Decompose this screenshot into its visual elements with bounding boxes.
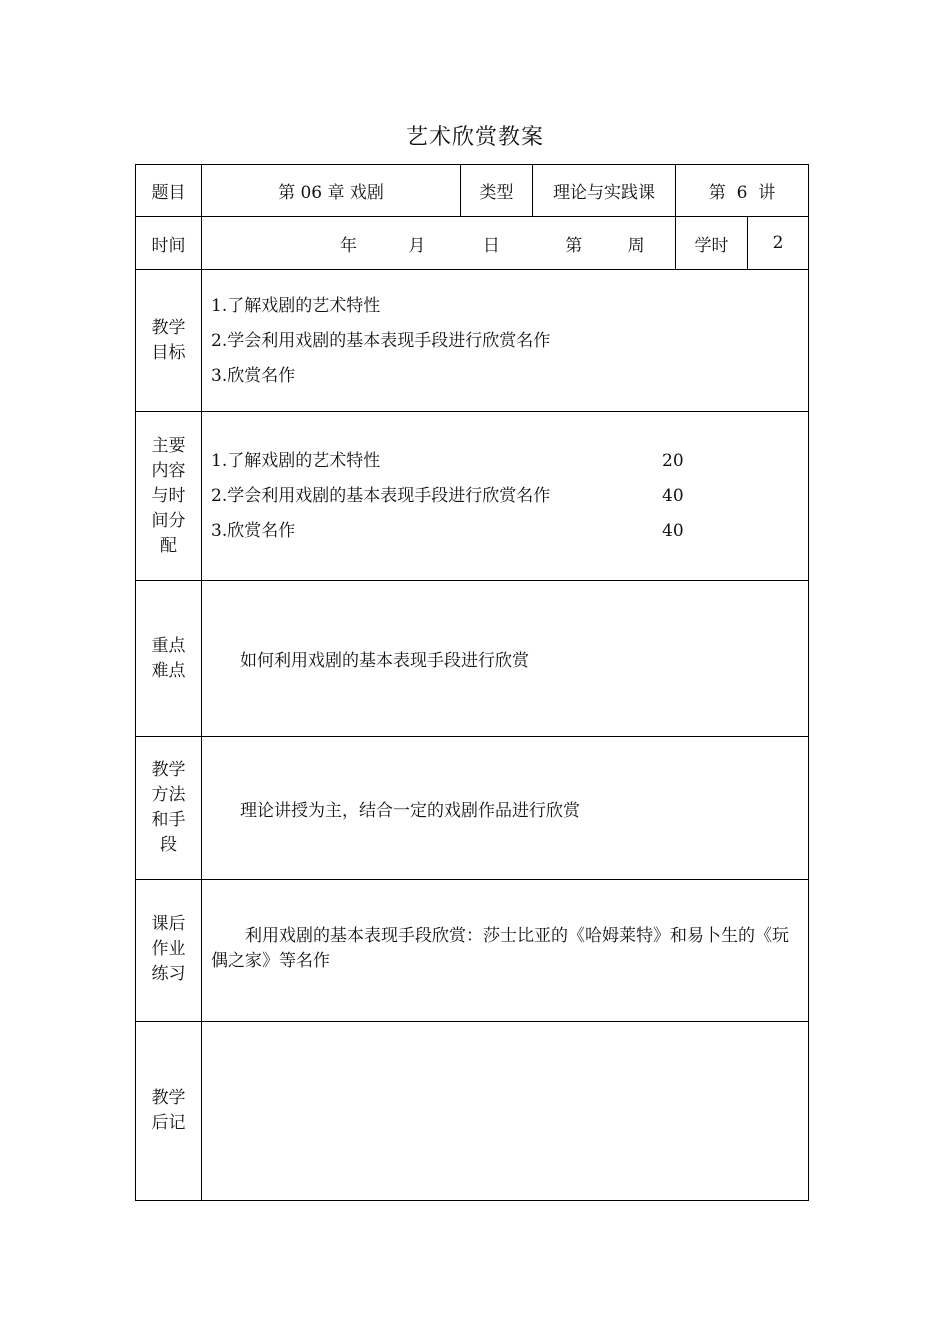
content-item <box>211 484 808 508</box>
topic-label: 题目 <box>136 165 202 217</box>
homework-row <box>136 880 809 1022</box>
key-points-label: 重点 难点 <box>136 581 202 737</box>
type-value: 理论与实践课 <box>533 165 676 217</box>
content-item <box>211 449 808 473</box>
time-day: 日 <box>482 235 500 256</box>
page-title: 艺术欣赏教案 <box>405 125 544 150</box>
content-item-minutes: 20 <box>662 451 684 471</box>
content-row <box>136 412 809 581</box>
time-week-prefix: 第 <box>565 235 583 256</box>
reflection-text[interactable] <box>202 1022 809 1201</box>
methods-text: 理论讲授为主，结合一定的戏剧作品进行欣赏 <box>202 737 809 880</box>
content-item-text: 3.欣赏名作 <box>211 521 296 541</box>
homework-label: 课后 作业 练习 <box>136 880 202 1022</box>
content-label: 主要 内容 与时 间分 配 <box>136 412 202 581</box>
objective-item: 3.欣赏名作 <box>211 365 296 386</box>
time-label: 时间 <box>136 217 202 270</box>
objective-item: 1.了解戏剧的艺术特性 <box>211 295 381 316</box>
time-year: 年 <box>340 235 357 256</box>
topic-value: 第 06 章 戏剧 <box>202 165 461 217</box>
topic-row <box>136 165 809 217</box>
content-item-text: 1.了解戏剧的艺术特性 <box>211 451 381 471</box>
hours-label: 学时 <box>676 217 748 270</box>
objective-item: 2.学会利用戏剧的基本表现手段进行欣赏名作 <box>211 330 551 351</box>
reflection-label: 教学 后记 <box>136 1022 202 1201</box>
methods-label: 教学 方法 和手 段 <box>136 737 202 880</box>
key-points-text: 如何利用戏剧的基本表现手段进行欣赏 <box>202 581 809 737</box>
content-item-minutes: 40 <box>662 521 684 541</box>
time-month: 月 <box>408 235 426 256</box>
objectives-label: 教学 目标 <box>136 270 202 412</box>
time-value <box>202 217 676 270</box>
time-week-suffix: 周 <box>627 235 645 256</box>
objectives-row <box>136 270 809 412</box>
type-label: 类型 <box>461 165 533 217</box>
lecture-number: 第 6 讲 <box>676 165 809 217</box>
lesson-plan-table <box>135 164 809 1201</box>
content-list <box>202 412 809 581</box>
reflection-row <box>136 1022 809 1201</box>
time-row <box>136 217 809 270</box>
content-item-text: 2.学会利用戏剧的基本表现手段进行欣赏名作 <box>211 486 551 506</box>
key-points-row <box>136 581 809 737</box>
content-item-minutes: 40 <box>662 486 684 506</box>
homework-text: 利用戏剧的基本表现手段欣赏：莎士比亚的《哈姆莱特》和易卜生的《玩偶之家》等名作 <box>202 880 809 1022</box>
objectives-list <box>202 270 809 412</box>
content-item <box>211 519 808 543</box>
hours-value: 2 <box>748 217 809 270</box>
methods-row <box>136 737 809 880</box>
